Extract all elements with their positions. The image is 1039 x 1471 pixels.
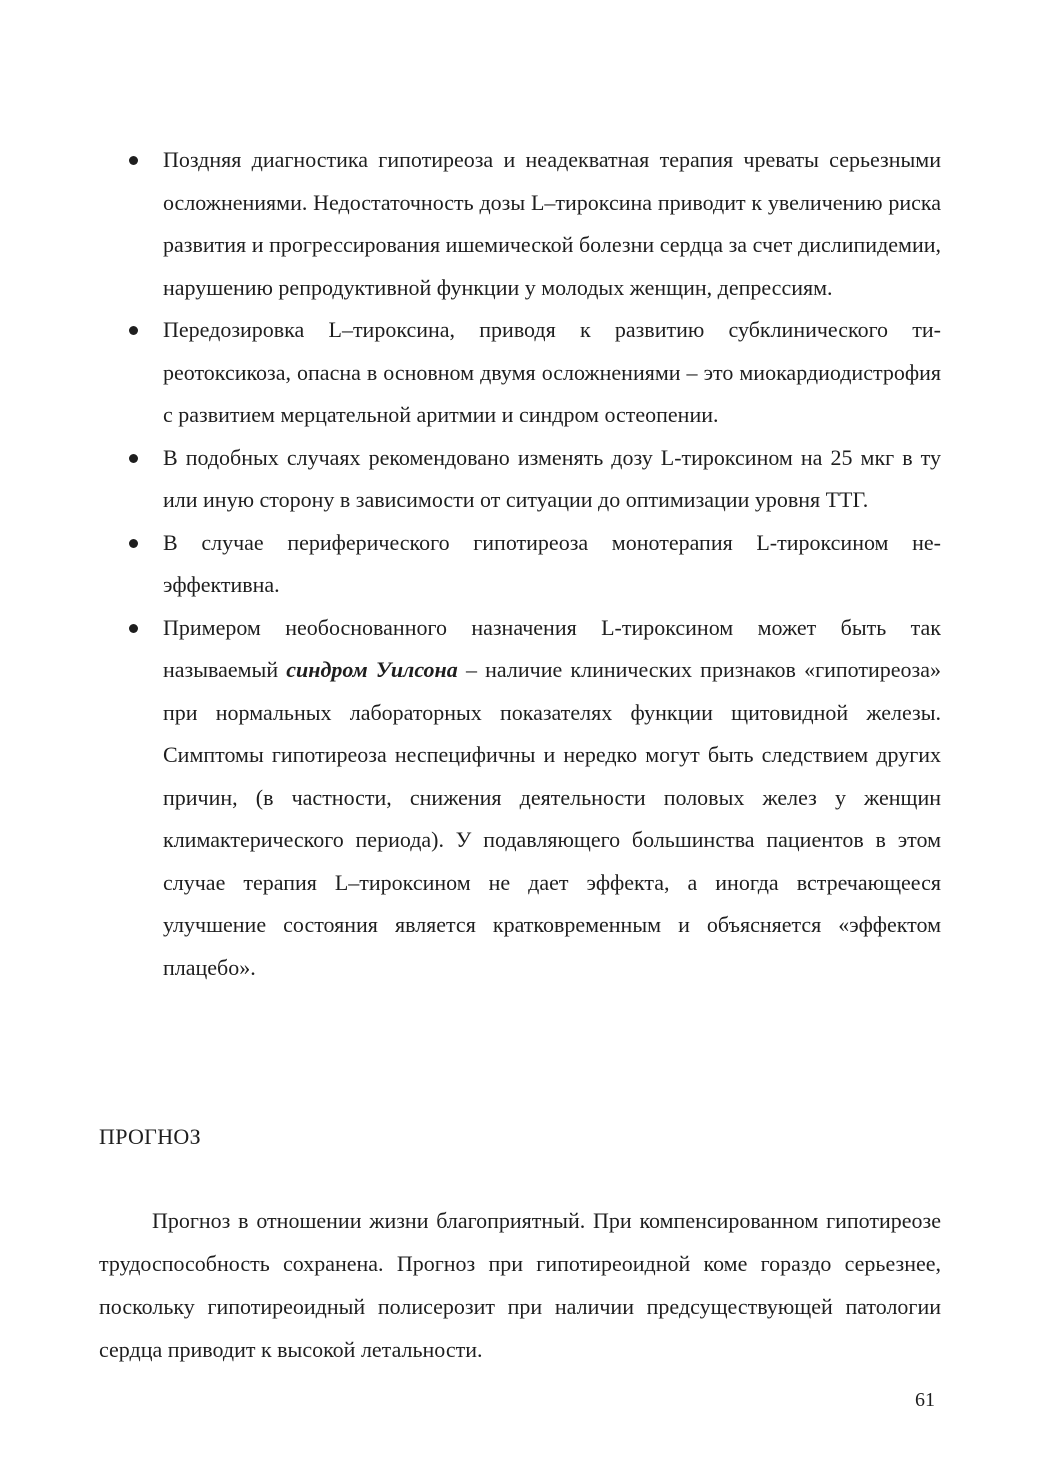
- bullet-icon: [129, 156, 138, 165]
- prognosis-paragraph: Прогноз в отношении жизни благоприятный. При компенсированном гипотиреозе трудоспособность сохранена. Прогноз при гипотиреоидной коме гораздо серьезнее, поскольку гипотиреоидный полисерозит при наличии предсуществующей патологии сердца приводит к высокой летальности.: [99, 1208, 941, 1362]
- list-item-text: В случае периферического гипотиреоза монотерапия L-тироксином неэффективна.: [163, 529, 941, 597]
- bullet-list: [123, 139, 941, 989]
- list-item: [123, 607, 941, 990]
- list-item-text: Передозировка L–тироксина, приводя к развитию субклинического тиреотоксикоза, опасна в основном двумя осложнениями – это миокардиодистрофия с развитием мерцательной аритмии и синдром остеопении.: [163, 317, 941, 427]
- bullet-icon: [129, 624, 138, 633]
- bullet-icon: [129, 326, 138, 335]
- syndrome-term: синдром Уилсона: [286, 657, 458, 682]
- list-item: [123, 139, 941, 309]
- list-item-text-before: Примером необоснованного назначения L-тироксином может быть так называемый: [163, 614, 941, 682]
- list-item-text-after: – наличие клинических признаков «гипотиреоза» при нормальных лабораторных показателях функции щитовидной железы. Симптомы гипотиреоза неспецифичны и нередко могут быть следствием других причин, (в частности, снижения деятельности половых желез у женщин климактерического периода). У подавляющего большинства пациентов в этом случае терапия L–тироксином не дает эффекта, а иногда встречающееся улучшение состояния является кратковременным и объясняется «эффектом плацебо».: [163, 657, 941, 980]
- page-number: 61: [915, 1389, 935, 1411]
- bullet-icon: [129, 454, 138, 463]
- section-heading: ПРОГНОЗ: [99, 1124, 201, 1149]
- list-item: [123, 522, 941, 607]
- list-item: [123, 309, 941, 437]
- list-item-text: В подобных случаях рекомендовано изменять дозу L-тироксином на 25 мкг в ту или иную сторону в зависимости от ситуации до оптимизации уровня ТТГ.: [163, 444, 941, 512]
- bullet-icon: [129, 539, 138, 548]
- list-item: [123, 437, 941, 522]
- list-item-text: Поздняя диагностика гипотиреоза и неадекватная терапия чреваты серьезными осложнениями. Недостаточность дозы L–тироксина приводит к увеличению риска развития и прогрессирования ишемической болезни сердца за счет дислипидемии, нарушению репродуктивной функции у молодых женщин, депрессиям.: [163, 147, 941, 300]
